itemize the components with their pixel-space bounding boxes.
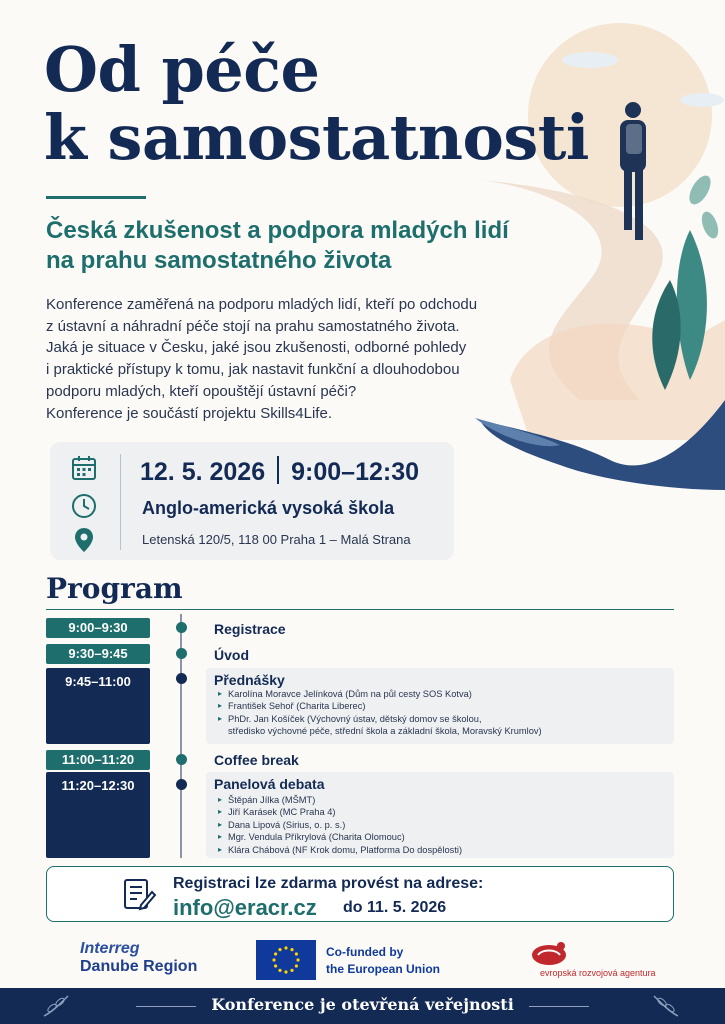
speaker-list: [218, 794, 462, 856]
laurel-right-icon: [650, 992, 682, 1020]
speaker-item: ▸ Dana Lipová (Sirius, o. p. s.): [218, 819, 462, 831]
timeline-dot: [176, 648, 187, 659]
speaker-item: ▸ František Sehoř (Charita Liberec): [218, 700, 542, 712]
era-logo-icon: [530, 940, 568, 966]
speaker-item: ▸ Štěpán Jílka (MŠMT): [218, 794, 462, 806]
event-info-box: [50, 442, 454, 560]
time-pill: 11:00–11:20: [46, 750, 150, 770]
title-line-1: Od péče: [44, 33, 320, 106]
time-pill: 9:30–9:45: [46, 644, 150, 664]
registration-note: Registraci lze zdarma provést na adrese:: [173, 875, 484, 892]
interreg-logo-line-2: Danube Region: [80, 958, 198, 975]
speaker-item: středisko výchovné péče, střední škola a základní škola, Moravský Krumlov): [228, 726, 542, 737]
timeline-dot: [176, 622, 187, 633]
eu-cofunded-text: [326, 944, 440, 978]
time-pill: 9:00–9:30: [46, 618, 150, 638]
program-divider: [46, 609, 674, 610]
intro-text: [46, 294, 486, 424]
intro-line: Konference zaměřená na podporu mladých lidí, kteří po odchodu: [46, 296, 478, 313]
intro-line: Jaká je situace v Česku, jaké jsou zkušenosti, odborné pohledy: [46, 339, 467, 357]
page-title: [44, 33, 589, 174]
info-divider: [120, 454, 121, 550]
timeline-dot: [176, 673, 187, 684]
program-item-label: Úvod: [214, 647, 249, 663]
registration-email-link[interactable]: info@eracr.cz: [173, 895, 317, 920]
program-item-label: Přednášky: [214, 672, 285, 688]
form-edit-icon: [121, 877, 157, 913]
footer-banner: [0, 988, 725, 1024]
event-date: 12. 5. 2026: [140, 458, 266, 486]
interreg-logo-line-1: Interreg: [80, 940, 140, 957]
cloud-shape: [680, 93, 724, 107]
title-line-2: k samostatnosti: [44, 101, 589, 174]
location-pin-icon: [70, 526, 98, 554]
eu-text-line-1: Co-funded by: [326, 945, 404, 959]
intro-line: i praktické přístupy k tomu, jak nastavit funkční a dlouhodobou: [46, 361, 460, 379]
program-item-label: Coffee break: [214, 752, 299, 768]
event-address: Letenská 120/5, 118 00 Praha 1 – Malá Strana: [142, 532, 411, 547]
title-divider: [46, 196, 146, 199]
eu-text-line-2: the European Union: [326, 962, 440, 976]
speaker-item: ▸ Karolína Moravce Jelínková (Dům na půl cesty SOS Kotva): [218, 688, 542, 700]
clock-icon: [70, 492, 98, 520]
interreg-logo: [80, 940, 197, 976]
event-venue: Anglo-americká vysoká škola: [142, 498, 395, 518]
subtitle-line-1: Česká zkušenost a podpora mladých lidí: [46, 217, 509, 244]
era-agency-name: evropská rozvojová agentura: [540, 968, 656, 978]
time-block: 9:45–11:00: [46, 668, 150, 744]
intro-line: z ústavní a náhradní péče stojí na prahu samostatného života.: [46, 317, 460, 335]
event-time: 9:00–12:30: [291, 458, 420, 486]
calendar-icon: [70, 454, 98, 482]
program-item-label: Registrace: [214, 621, 286, 637]
date-time-separator: [277, 456, 279, 484]
speaker-item: ▸ Mgr. Vendula Příkrylová (Charita Olomouc): [218, 831, 462, 843]
program-item-label: Panelová debata: [214, 776, 325, 792]
speaker-item: ▸ Klára Chábová (NF Krok domu, Platforma Do dospělosti): [218, 844, 462, 856]
event-date-time: [140, 456, 419, 487]
program-item-panel: [206, 668, 674, 744]
speaker-item: ▸ Jiří Karásek (MC Praha 4): [218, 806, 462, 818]
footer-rule-right: [529, 1006, 589, 1007]
subtitle: [46, 216, 516, 276]
speaker-list: [218, 688, 542, 738]
eu-flag-icon: [256, 940, 316, 980]
timeline-dot: [176, 779, 187, 790]
program-item-panel: [206, 772, 674, 858]
intro-line: podporu mladých, kteří opouštějí ústavní péči?: [46, 382, 357, 400]
time-block: 11:20–12:30: [46, 772, 150, 858]
subtitle-line-2: na prahu samostatného života: [46, 247, 392, 274]
timeline-dot: [176, 754, 187, 765]
speaker-item: ▸ PhDr. Jan Košíček (Výchovný ústav, dětský domov se školou,: [218, 713, 542, 725]
program-heading: Program: [46, 572, 183, 605]
footer-text: Konference je otevřená veřejnosti: [211, 995, 514, 1014]
registration-box: [46, 866, 674, 922]
registration-deadline: do 11. 5. 2026: [343, 899, 447, 916]
intro-line: Konference je součástí projektu Skills4Life.: [46, 404, 332, 422]
